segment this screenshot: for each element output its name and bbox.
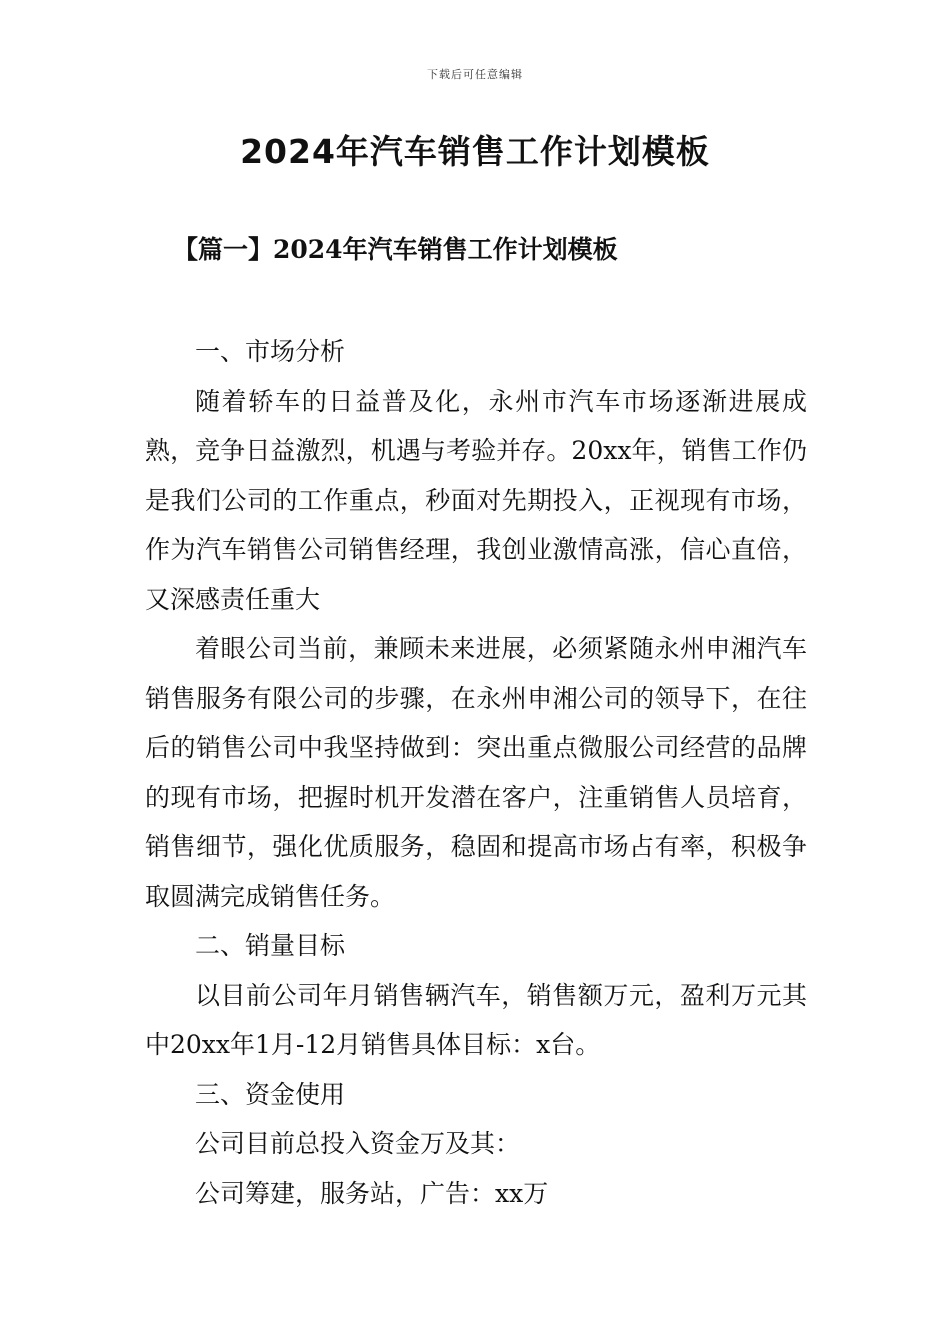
paragraph: 公司目前总投入资金万及其：: [195, 1129, 521, 1158]
paragraph: 以目前公司年月销售辆汽车，销售额万元，盈利万元其中20xx年1月-12月销售具体目标：x台。: [145, 980, 807, 1059]
document-title: 2024年汽车销售工作计划模板: [240, 132, 710, 171]
heading-market-analysis: 一、市场分析: [195, 337, 346, 366]
document-body: [145, 327, 807, 1218]
paragraph: 着眼公司当前，兼顾未来进展，必须紧随永州申湘汽车销售服务有限公司的步骤，在永州申湘公司的领导下，在往后的销售公司中我坚持做到：突出重点微服公司经营的品牌的现有市场，把握时机开发潜在客户，注重销售人员培育，销售细节，强化优质服务，稳固和提高市场占有率，积极争取圆满完成销售任务。: [145, 634, 807, 911]
paragraph: 公司筹建，服务站，广告：xx万: [195, 1178, 549, 1208]
section-title: 【篇一】2024年汽车销售工作计划模板: [173, 235, 618, 264]
header-note: 下载后可任意编辑: [427, 68, 523, 81]
heading-fund-usage: 三、资金使用: [195, 1079, 346, 1109]
heading-sales-target: 二、销量目标: [195, 931, 346, 960]
paragraph: 随着轿车的日益普及化，永州市汽车市场逐渐进展成熟，竞争日益激烈，机遇与考验并存。20xx年，销售工作仍是我们公司的工作重点，秒面对先期投入，正视现有市场，作为汽车销售公司销售经理，我创业激情高涨，信心直倍，又深感责任重大: [145, 386, 807, 614]
